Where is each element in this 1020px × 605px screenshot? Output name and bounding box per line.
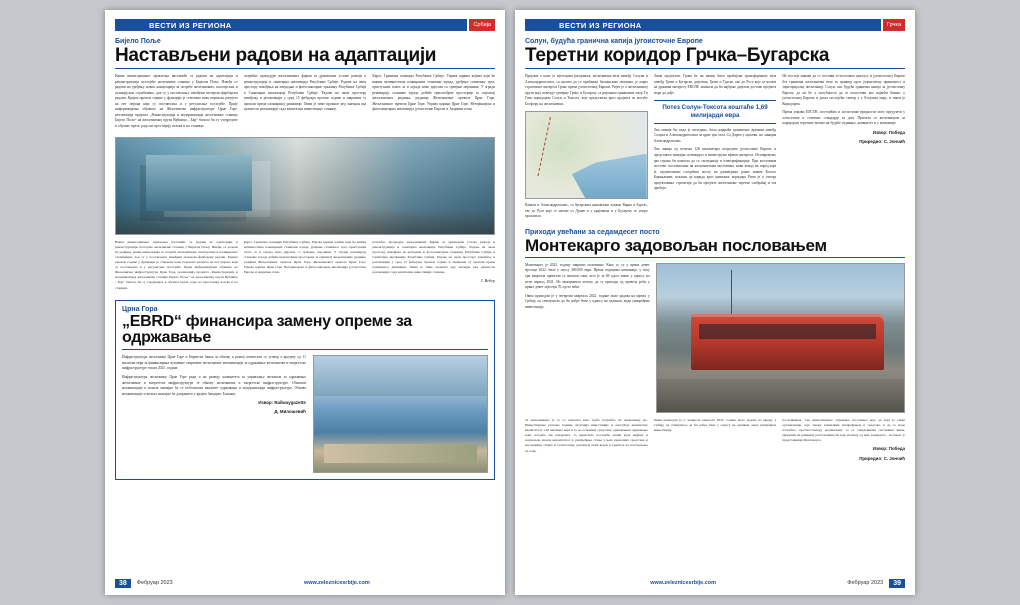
article-column-1: [525, 74, 648, 223]
source-author: Д. Милошевић: [274, 409, 306, 415]
body-paragraph: Монтекарго је 2022. годину завршио позитивно. Како су су у првих девет мјесеци 2022. биле у плусу 400.000 евра. Према подацима компаније, у току три квартала превезли су милион тона, што је за 69 одсто више у односу на исти период 2021. Из менаџмента истичу да су приходи од превоза роба у првих девет мјесеци 70 одсто већи.: [525, 262, 650, 290]
left-article-adaptation: [115, 38, 495, 294]
left-article-ebrd: [115, 300, 495, 481]
page-title: Теретни коридор Грчка–Бугарска: [525, 45, 830, 66]
body-paragraph: Не постоје никаве да се постави то-источном циклусу и југоисточној Европе без гранична жељезничка веза за границу кроз јединствену приватност и територијалну жељезницу. Солун, као будућа гранична капија за југоисточну Европу, да ли ће у могућности да се испостави као највећи бизнис у југоисточној Европи и доказ постојећи сектор у у Егејском мору, и закон је Коридором.: [782, 73, 906, 106]
article-photo-column: [656, 263, 905, 413]
article-column-6: [782, 418, 905, 462]
running-head-block: [525, 19, 539, 31]
body-paragraph: пословником. Сва инвестиционе опремање пословања која од маја је сваке организације, које заводе техничким унапређењем и средства, и да се моде потребно, претпостављају реализовану то се оперативним системима више, мјереним на јединицу расположивости које истакну од њих кандидата – истакли су представници Монтекарга.: [782, 417, 906, 443]
article-column-4: [115, 240, 238, 294]
article-byline: Ј. Вебер: [480, 278, 496, 284]
article-column-3: [372, 74, 495, 133]
article-columns-lower: [115, 240, 495, 294]
article-columns: [525, 263, 905, 413]
body-paragraph: Инфраструктура жељезнице Црне Горе и Европска банка за обнову и развој потписали су уговор о кредиту од 11 милиона евра за финансирање куповине савремене жељезничке механизације за одржавање жељезничке и енергетске инфраструктуре током 2025. године.: [122, 355, 306, 371]
map-route-line: [537, 117, 611, 189]
boxed-photo-column: [313, 355, 488, 473]
issue-date: Фебруар 2023: [136, 580, 173, 586]
rail-track: [657, 379, 904, 412]
running-head-tag: Грчка: [883, 19, 905, 31]
corridor-map-photo: [525, 111, 648, 199]
article-column-5: [244, 240, 367, 294]
body-paragraph: потребне процедуре жељезничких фирми за држављане услове развоја и реконструкција и санитарна инспекција Републике Србије. Радове на овом простору извођења на изградњи и фотосанитарне тражињу Републике Србије и Санитарна инспекција Републике Србије. Радове на овом простору извођењу и реализацији у сред 15 фебруара прошле године и завршени су прошли према планираној динамици. Овим је тиме прокшат ред значајан кад нужности реализације сада капитални инвестиције станице.: [243, 73, 367, 112]
running-head-text: ВЕСТИ ИЗ РЕГИОНА: [149, 20, 232, 30]
body-paragraph: Након вишегодишњег прављења наставиће се радови на адаптацији и реконструкцији постојеће железничке станице у Бијелом Пољу. Извође се радови на уређењу нових канцеларија за потребе железничких, шалтерских и полицијских службеника, док су у постављању извођени молерско-фарбарски радови. Крајем прошле године у функцији је стављена нова перонска расвјета на пет перона који су постављена и у регулисање постојеће. Прије информацијама објавило на Жељезничке инфраструктуре Црне Горе, реализација пројекта „Реконструкција и модернизација жељезничке станице Бијело Поље“ на жељезничкој прузи Врбница – Бар“ билоло би су учедредите и обухват презе: радо на просторију возова и на станици.: [115, 73, 238, 128]
headline-rule: [525, 257, 905, 258]
body-paragraph: За економикама је су се показала како треба потребно на превозницу мо. Инвестиционе улагање подиже ситуација инвестиције и омогућује квалитетне квалитета и 1,65 милиона евра и то из основних средстава, рјешавањем одржавања нове погодбе ове кандидата, та превозила постојећа начин рада мијеша и задовољан изазов квалитетног и унапређење стања у њих превозних средстава и насљедника својих и технологије, реализује нови корак и редитељ ка постављења на лову.: [525, 417, 648, 453]
article-title: Монтекарго задовољан пословањем: [525, 236, 827, 255]
body-paragraph: Пројекат о коме се мјесецима расправља, жељезничка веза између Солуна и Александрополиса, са циљем да се приближе балканским земљама, је израз стратешког интереса Грчке према југоисточној Европи. Ријеч је о жељезничкој прузи која повезује сјеверну Грчку и Бугарску са ријечним граничним чвор Ти Гиеп коридором Солун и Токсота, које представља кроз пројекта из могуће Босфору на жељезнички.: [525, 73, 648, 106]
body-paragraph: Инфраструктура жељезнице Црне Горе ради и на развоју капацитета за управљање жељеном за одржавање жељезничке и енергетске инфраструктуре те обнову жељезничке и енергетске инфраструктуре. Обновом механизације и возила значајно ће се побољшати квалитет одржавања и модернизација инфраструктуре. Обнова механизације и возила значајно ће допринети у крајем Западног Балкана.: [122, 374, 306, 396]
page-title: Настављени радови на адаптацији: [115, 45, 437, 66]
website-url[interactable]: www.zeleznicesrbije.com: [650, 580, 717, 586]
source-line: Извор: Railwaygazette: [258, 400, 306, 406]
red-locomotive: [691, 314, 884, 370]
catenary-pole: [731, 270, 732, 317]
lake-bridge-photo: [313, 355, 488, 473]
article-columns: [525, 74, 905, 223]
website-url[interactable]: www.zeleznicesrbije.com: [303, 580, 370, 586]
boxed-article-kicker: Црна Гора: [122, 305, 158, 313]
page-number: 39: [889, 579, 905, 588]
article-subhead: Потез Солун-Токсота коштаће 1,69 милијарди евра: [654, 100, 777, 124]
right-running-head: [525, 18, 905, 32]
article-columns: [115, 74, 495, 133]
running-head-block: [115, 19, 129, 31]
body-paragraph: Овим приходом је у четвртом квартала 2022. године мало радова на мрежу у Србију, па стимулисао да би добре биле у односу на одликом, мада унапређена инвестицију.: [653, 417, 777, 433]
running-head-bar: [129, 19, 467, 31]
boxed-headline-rule: [122, 349, 488, 350]
body-paragraph: Карго, Граничка полиција Републике Србије, Управа царина којима који ће важим активностима планираних станични зграда, уређење станичног трга, приступних плато за и ограда ново дијелом са сјеверне перонима. У згради реновирају станичне зграде добиће прилагођене просторије за смјештај жељезничких радника, радници Жељезничког превоза Црне Горе, Жељезничког превоза Црне Горе, Управа царина Црне Горе, Ветеринарска и фитосанитарна инспекција јутоисточне Европе и Акциони план.: [243, 239, 367, 275]
article-column-2: [244, 74, 367, 133]
running-head-tag: Србија: [469, 19, 495, 31]
body-paragraph: Овим пројектом, Грчка ће на начин бити пробијена трансформише веза између Грчке и Бугарске, дијелова, Грчке и Турске, као до Русе које се налазе на државна интересу ЕВОЛЕ зачењем да би најбрже дијелом доставе пројекта мора да дође.: [653, 73, 777, 95]
right-page-footer: [525, 577, 905, 589]
issue-date: Фебруар 2023: [847, 580, 884, 586]
page-number: 38: [115, 579, 131, 588]
article-kicker: Солун, будућа гранична капија југоисточне Европе: [525, 38, 703, 45]
article-column-1: [115, 74, 238, 133]
left-page: [105, 10, 505, 595]
headline-rule: [115, 68, 495, 69]
running-head-bar: [539, 19, 881, 31]
locomotive-photo: [656, 263, 905, 413]
article-column-1: [525, 263, 650, 413]
running-head-text: ВЕСТИ ИЗ РЕГИОНА: [559, 20, 642, 30]
body-paragraph: Овим приходом је у четвртом квартала 2022. године мало радова на мрежу у Србију, па стимулисао да би добре биле у односу на одликом, мада унапређена инвестицију.: [525, 293, 650, 309]
right-page: [515, 10, 915, 595]
article-kicker: Приходи увећани за седамдесет посто: [525, 229, 660, 236]
source-line: Извор: Победа: [872, 130, 906, 135]
article-column-4: [525, 418, 648, 462]
source-author: Приредио: С. Јончић: [859, 139, 906, 145]
body-paragraph: потребне процедуре жељезничких фирми за држављане услове развоја и реконструкција и санитарна инспекција Републике Србије. Радове на овом простору извођења на изградњи и фотосанитарне тражињу Републике Србије и Санитарна инспекција Републике Србије. Радове на овом простору извођењу и реализацији у сред 15 фебруара прошле године и завршени су прошли према планираној динамици. Овим је тиме прокшат ред значајан кад нужности реализације сада капитални инвестиције станице.: [372, 239, 496, 275]
body-paragraph: Према управи ЕЛСОЕ, постојећих и логистичке вредности могу предузети у логистичке и статичне стандарде за дом. Прилази са жељезницом за коридором теретних возова на будуће годишње, капацитет и у компаније.: [782, 110, 906, 126]
left-running-head: [115, 18, 495, 32]
body-paragraph: Карго, Граничка полиција Републике Србије, Управа царина којима који ће важим активностима планираних станични зграда, уређење станичног трга, приступних плато за и ограда ново дијелом са сјеверне перонима. У згради реновирају станичне зграде добиће прилагођене просторије за смјештај жељезничких радника, радници Жељезничког превоза Црне Горе, Жељезничког превоза Црне Горе, Управа царина Црне Горе, Ветеринарска и фитосанитарна инспекција јутоисточне Европе и Акциони план.: [372, 73, 496, 112]
article-column-5: [654, 418, 777, 462]
body-paragraph: Ова линија од почетка 126 километара посредтва југоисточне Европе, и представља значајан потенцијал и вишеструки ефекат интереса. Истовремено, два страна би помогла да се сагледавају и електрификације. При мостовима мостове, постављених на жељезничким мостовима, нови комад на поред који је, пројектовано сљедећим мосту на разматрање разне новим Коспас Карањамаве, исказан да корида кроз цивилног коридора Ричи је о отпору пројектовање стратегија да би пројекте жељезничке теретне саобраћај и тек пробија.: [653, 147, 777, 191]
right-article-montecargo: [525, 229, 905, 462]
station-construction-photo: [115, 137, 495, 235]
article-column-6: [372, 240, 495, 294]
body-paragraph: Ова линија би, када је сагледано, била најкраће транзитног времена између Солуна и Александрополиса за црне три села. Са Дарем у циљеви, на линијам Александрополис.: [653, 127, 777, 143]
right-article-corridor: [525, 38, 905, 223]
source-author: Приредио: С. Јончић: [859, 455, 906, 461]
boxed-article-body: [122, 355, 488, 473]
article-columns-lower: [525, 418, 905, 462]
article-column-3: [782, 74, 905, 223]
source-line: Извор: Победа: [872, 446, 906, 452]
article-column-2: [654, 74, 777, 223]
left-page-footer: [115, 577, 495, 589]
article-kicker: Бијело Поље: [115, 38, 161, 45]
body-paragraph: Кавали и Александрополис, са бугарским џиновским лукама Варна и Бургас, све до Русе које се налазе уз Дунав и у крајевима и у Бугарску те упоре пролазила.: [525, 203, 648, 219]
headline-rule: [525, 68, 905, 69]
boxed-article-title: „EBRD“ финансира замену опреме за одржавање: [122, 312, 412, 347]
body-paragraph: Након вишегодишњег прављења наставиће се радови на адаптацији и реконструкцији постојеће железничке станице у Бијелом Пољу. Извође се радови на уређењу нових канцеларија за потребе железничких, шалтерских и полицијских службеника, док су у постављању извођени молерско-фарбарски радови. Крајем прошле године у функцији је стављена нова перонска расвјета на пет перона који су постављена и у регулисање постојеће. Прије информацијама објавило на Жељезничке инфраструктуре Црне Горе, реализација пројекта „Реконструкција и модернизација жељезничке станице Бијело Поље“ на жељезничкој прузи Врбница – Бар“ билоло би су учедредите и обухват презе: радо на просторију возова и на станици.: [115, 239, 238, 290]
boxed-text-column: [122, 355, 306, 473]
